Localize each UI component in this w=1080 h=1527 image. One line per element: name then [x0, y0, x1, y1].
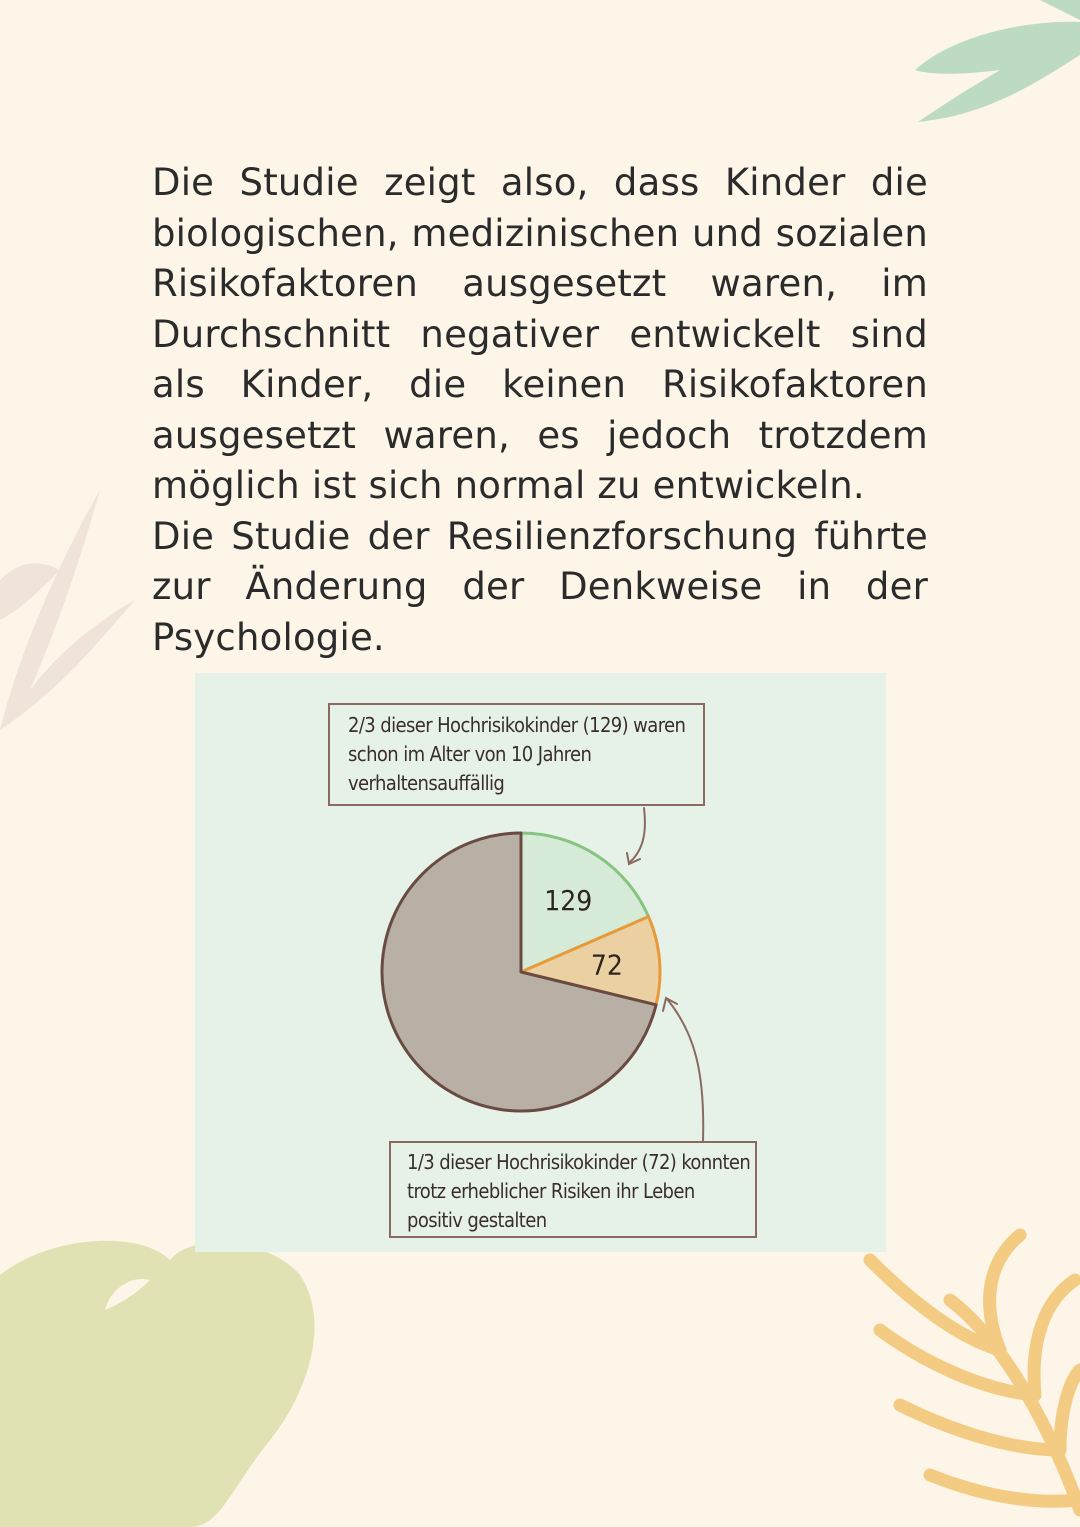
- callout-bottom-line-2: trotz erheblicher Risiken ihr Leben: [407, 1179, 695, 1203]
- pie-chart-figure: [195, 673, 886, 1252]
- callout-top: [328, 703, 705, 806]
- pie-label-72: 72: [590, 948, 623, 982]
- callout-bottom: [389, 1141, 757, 1238]
- paragraph-summary: Die Studie zeigt also, dass Kinder die biologischen, medizinischen und sozialen Risikofaktoren ausgesetzt waren, im Durchschnitt negativer entwickelt sind als Kinder, die keinen Risikofaktoren ausgesetzt waren, es jedoch trotzdem möglich ist sich normal zu entwickeln.: [152, 161, 928, 507]
- arrow-bottom-connector: [667, 999, 703, 1141]
- callout-top-line-3: verhaltensauffällig: [348, 771, 505, 795]
- callout-top-line-1: 2/3 dieser Hochrisikokinder (129) waren: [348, 713, 686, 737]
- pie-label-129: 129: [544, 883, 593, 917]
- paragraph-conclusion: Die Studie der Resilienzforschung führte zur Änderung der Denkweise in der Psychologie.: [152, 514, 928, 659]
- arrow-top-connector: [629, 808, 645, 863]
- callout-bottom-line-1: 1/3 dieser Hochrisikokinder (72) konnten: [407, 1150, 751, 1174]
- body-text: [152, 158, 928, 663]
- callout-bottom-line-3: positiv gestalten: [407, 1208, 547, 1232]
- callout-top-line-2: schon im Alter von 10 Jahren: [348, 742, 592, 766]
